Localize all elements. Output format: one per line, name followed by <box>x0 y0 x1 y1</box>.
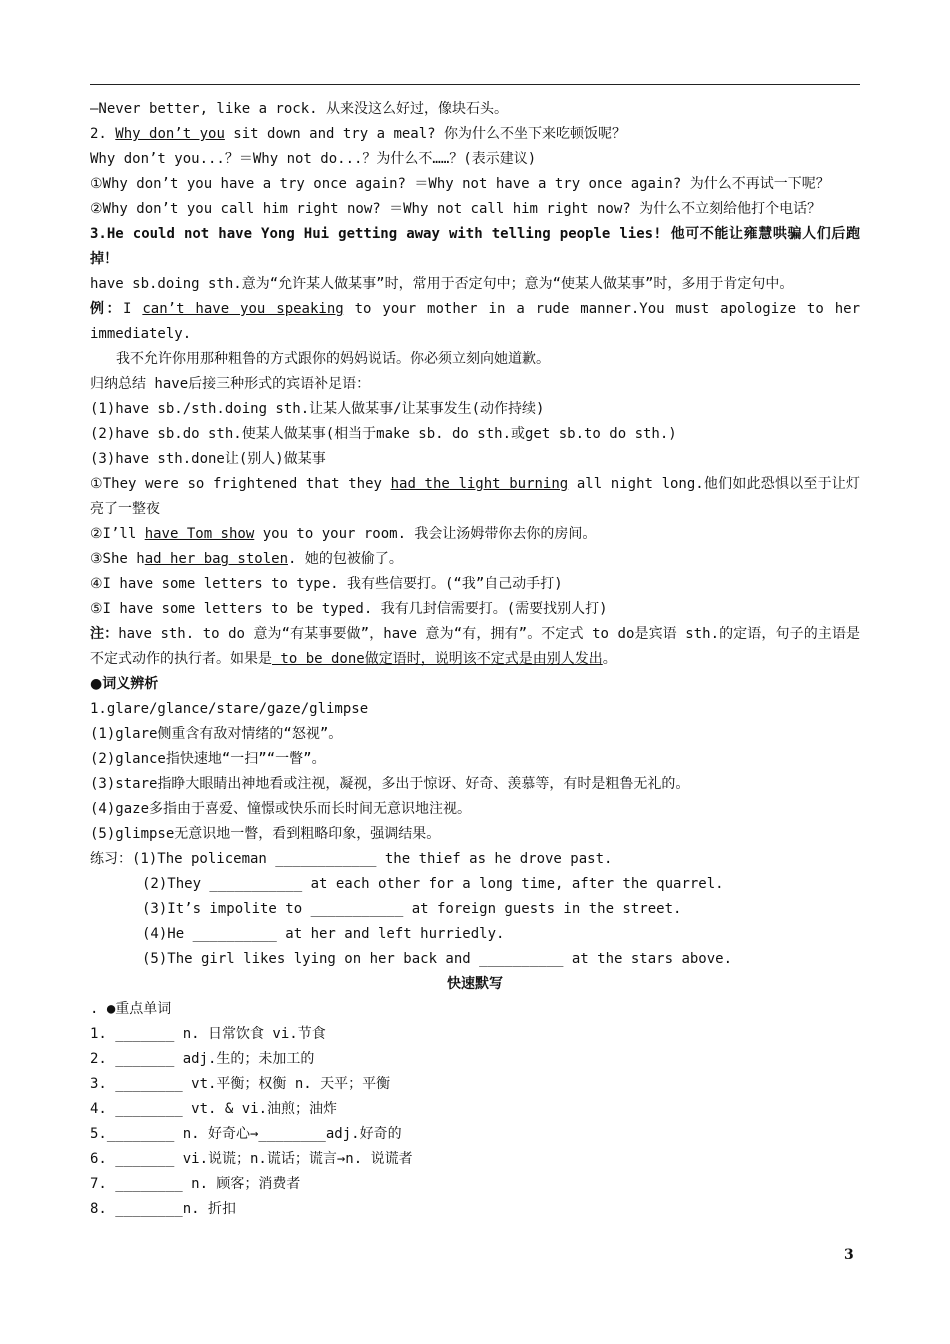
vocab-item: 3. ________ vt.平衡；权衡 n. 天平；平衡 <box>90 1076 391 1092</box>
vocab-item: 6. _______ vi.说谎；n.谎话；谎言→n. 说谎者 <box>90 1151 413 1167</box>
text-line: ①Why don’t you have a try once again? ＝Why not have a try once again? 为什么不再试一下呢？ <box>90 176 830 192</box>
header-rule <box>90 84 860 85</box>
text-line: (2)glance指快速地“一扫”“一瞥”。 <box>90 751 326 767</box>
text-line: (5)glimpse无意识地一瞥，看到粗略印象，强调结果。 <box>90 826 441 842</box>
text-line: ④I have some letters to type. 我有些信要打。(“我”自己动手打) <box>90 576 563 592</box>
exercise-line: (5)The girl likes lying on her back and __________ at the stars above. <box>142 951 733 967</box>
vocab-item: 7. ________ n. 顾客；消费者 <box>90 1176 301 1192</box>
text-line: 归纳总结 have后接三种形式的宾语补足语： <box>90 376 371 392</box>
text-line: (3)stare指睁大眼睛出神地看或注视，凝视，多出于惊讶、好奇、羡慕等，有时是粗鲁无礼的。 <box>90 776 690 792</box>
text-line: ③She had her bag stolen. 她的包被偷了。 <box>90 551 403 567</box>
vocab-item: 2. _______ adj.生的；未加工的 <box>90 1051 315 1067</box>
section-heading: ●词义辨析 <box>90 676 159 692</box>
section-title: 快速默写 <box>447 976 503 992</box>
text-line: 1.glare/glance/stare/gaze/glimpse <box>90 701 369 717</box>
text-line: —Never better, like a rock. 从来没这么好过，像块石头。 <box>90 101 509 117</box>
text-line: (3)have sth.done让(别人)做某事 <box>90 451 326 467</box>
text-line: ⑤I have some letters to be typed. 我有几封信需要打。(需要找别人打) <box>90 601 608 617</box>
example-paragraph: 例：I can’t have you speaking to your mother in a rude manner.You must apologize to her immediately. <box>90 301 860 342</box>
text-line: (2)have sb.do sth.使某人做某事(相当于make sb. do sth.或get sb.to do sth.) <box>90 426 677 442</box>
text-line: 2. Why don’t you sit down and try a meal? 你为什么不坐下来吃顿饭呢？ <box>90 126 627 142</box>
text-line: (4)gaze多指由于喜爱、憧憬或快乐而长时间无意识地注视。 <box>90 801 471 817</box>
note-paragraph: 注：have sth. to do 意为“有某事要做”，have 意为“有，拥有”。不定式 to do是宾语 sth.的定语，句子的主语是不定式动作的执行者。如果是 to be done做定语时，说明该不定式是由别人发出。 <box>90 626 860 667</box>
text-line: (1)glare侧重含有敌对情绪的“怒视”。 <box>90 726 343 742</box>
vocab-item: 1. _______ n. 日常饮食 vi.节食 <box>90 1026 326 1042</box>
text-paragraph: ①They were so frightened that they had the light burning all night long.他们如此恐惧以至于让灯亮了一整夜 <box>90 476 861 517</box>
vocab-item: 5.________ n. 好奇心→________adj.好奇的 <box>90 1126 402 1142</box>
text-paragraph: have sb.doing sth.意为“允许某人做某事”时，常用于否定句中；意为“使某人做某事”时，多用于肯定句中。 <box>90 276 794 292</box>
text-line: . ●重点单词 <box>90 1001 172 1017</box>
vocab-item: 8. ________n. 折扣 <box>90 1201 237 1217</box>
text-line: ②I’ll have Tom show you to your room. 我会让汤姆带你去你的房间。 <box>90 526 597 542</box>
page-number: 3 <box>844 1247 854 1263</box>
text-line: Why don’t you...？＝Why not do...？为什么不……？(表示建议) <box>90 151 537 167</box>
section-heading: 3.He could not have Yong Hui getting away with telling people lies! 他可不能让雍慧哄骗人们后跑掉！ <box>90 226 860 267</box>
exercise-line: (4)He __________ at her and left hurriedly. <box>142 926 505 942</box>
exercise-line: (2)They ___________ at each other for a long time, after the quarrel. <box>142 876 724 892</box>
text-line: ②Why don’t you call him right now? ＝Why not call him right now? 为什么不立刻给他打个电话？ <box>90 201 822 217</box>
exercise-line: (3)It’s impolite to ___________ at foreign guests in the street. <box>142 901 682 917</box>
exercise-line: 练习：(1)The policeman ____________ the thief as he drove past. <box>90 851 613 867</box>
vocab-item: 4. ________ vt. & vi.油煎；油炸 <box>90 1101 338 1117</box>
document-body <box>90 97 860 1222</box>
text-line: (1)have sb./sth.doing sth.让某人做某事/让某事发生(动作持续) <box>90 401 545 417</box>
text-line: 我不允许你用那种粗鲁的方式跟你的妈妈说话。你必须立刻向她道歉。 <box>116 351 550 367</box>
